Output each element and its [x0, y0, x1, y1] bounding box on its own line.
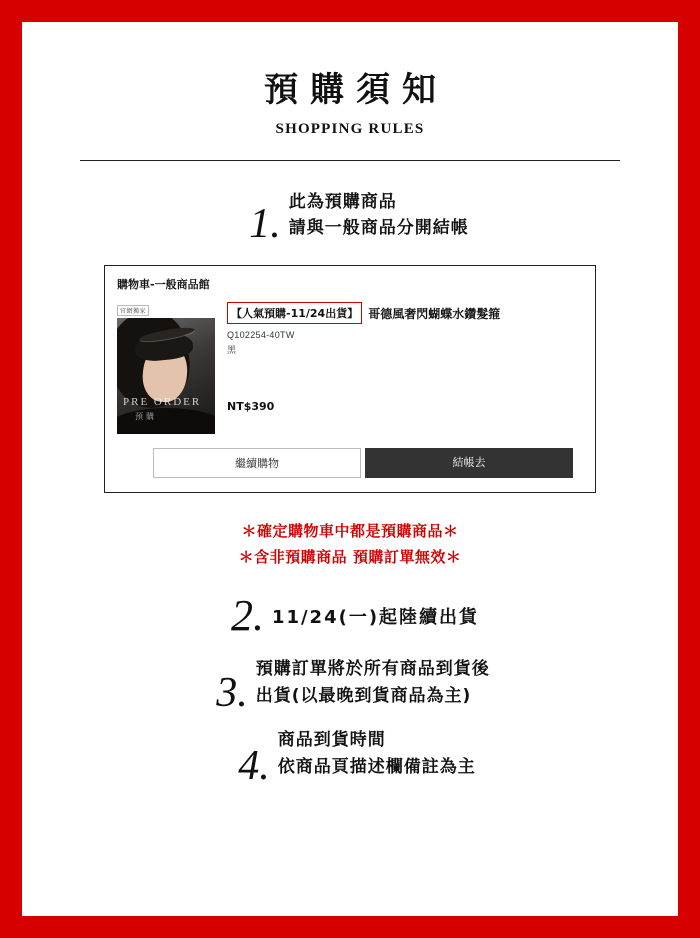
page-header: [22, 22, 678, 161]
rule-item-1: [22, 189, 678, 247]
flyer-page: [22, 22, 678, 916]
page-title: 預購須知: [264, 70, 448, 110]
image-caption-secondary: 預購: [135, 412, 157, 422]
model-shoulder-shape: [117, 408, 215, 434]
warning-line: ＊含非預購商品 預購訂單無效＊: [238, 547, 462, 566]
rule-line: 此為預購商品: [288, 191, 397, 212]
warning-notes: [22, 519, 678, 570]
product-title-row: [227, 302, 583, 324]
rule-line: 預購訂單將於所有商品到貨後: [255, 659, 490, 680]
preorder-badge: 【人氣預購-11/24出貨】: [227, 302, 362, 324]
product-details: [215, 300, 583, 413]
rule-number: 2.: [230, 591, 264, 641]
product-image: [117, 318, 215, 434]
image-caption: PRE ORDER: [123, 396, 202, 409]
rule-line: 出貨(以最晚到貨商品為主): [255, 685, 472, 706]
rule-number: 1.: [249, 200, 281, 247]
cart-title: 購物車-一般商品館: [117, 278, 210, 292]
rule-number: 4.: [238, 743, 270, 790]
product-name: 哥德風奢閃蝴蝶水鑽髮箍: [368, 306, 501, 321]
rule-line: 11/24(一)起陸續出貨: [271, 607, 480, 629]
product-sku: Q102254-40TW: [227, 330, 295, 341]
cart-row: [117, 300, 583, 434]
page-subtitle: SHOPPING RULES: [275, 120, 425, 137]
product-variant: 黑: [227, 345, 237, 356]
rule-text: [278, 727, 476, 780]
divider: [80, 160, 620, 161]
rule-item-4: [22, 727, 678, 790]
rule-text: [272, 604, 479, 632]
cart-actions: [117, 448, 583, 478]
rule-item-3: [22, 656, 678, 717]
product-price: NT$390: [227, 400, 275, 414]
rule-line: 商品到貨時間: [277, 730, 386, 751]
rule-line: 依商品頁描述欄備註為主: [277, 756, 476, 777]
cart-screenshot: [104, 265, 596, 493]
warning-line: ＊確定購物車中都是預購商品＊: [241, 522, 459, 541]
rule-text: [256, 656, 490, 709]
rule-text: [289, 189, 469, 242]
exclusive-tag: 官網獨家: [117, 305, 149, 316]
checkout-button[interactable]: 結帳去: [365, 448, 573, 478]
continue-shopping-button[interactable]: 繼續購物: [153, 448, 361, 478]
rule-line: 請與一般商品分開結帳: [288, 218, 469, 239]
rule-number: 3.: [216, 670, 248, 717]
product-thumbnail-wrap: [117, 300, 215, 434]
rule-item-2: [22, 591, 678, 641]
